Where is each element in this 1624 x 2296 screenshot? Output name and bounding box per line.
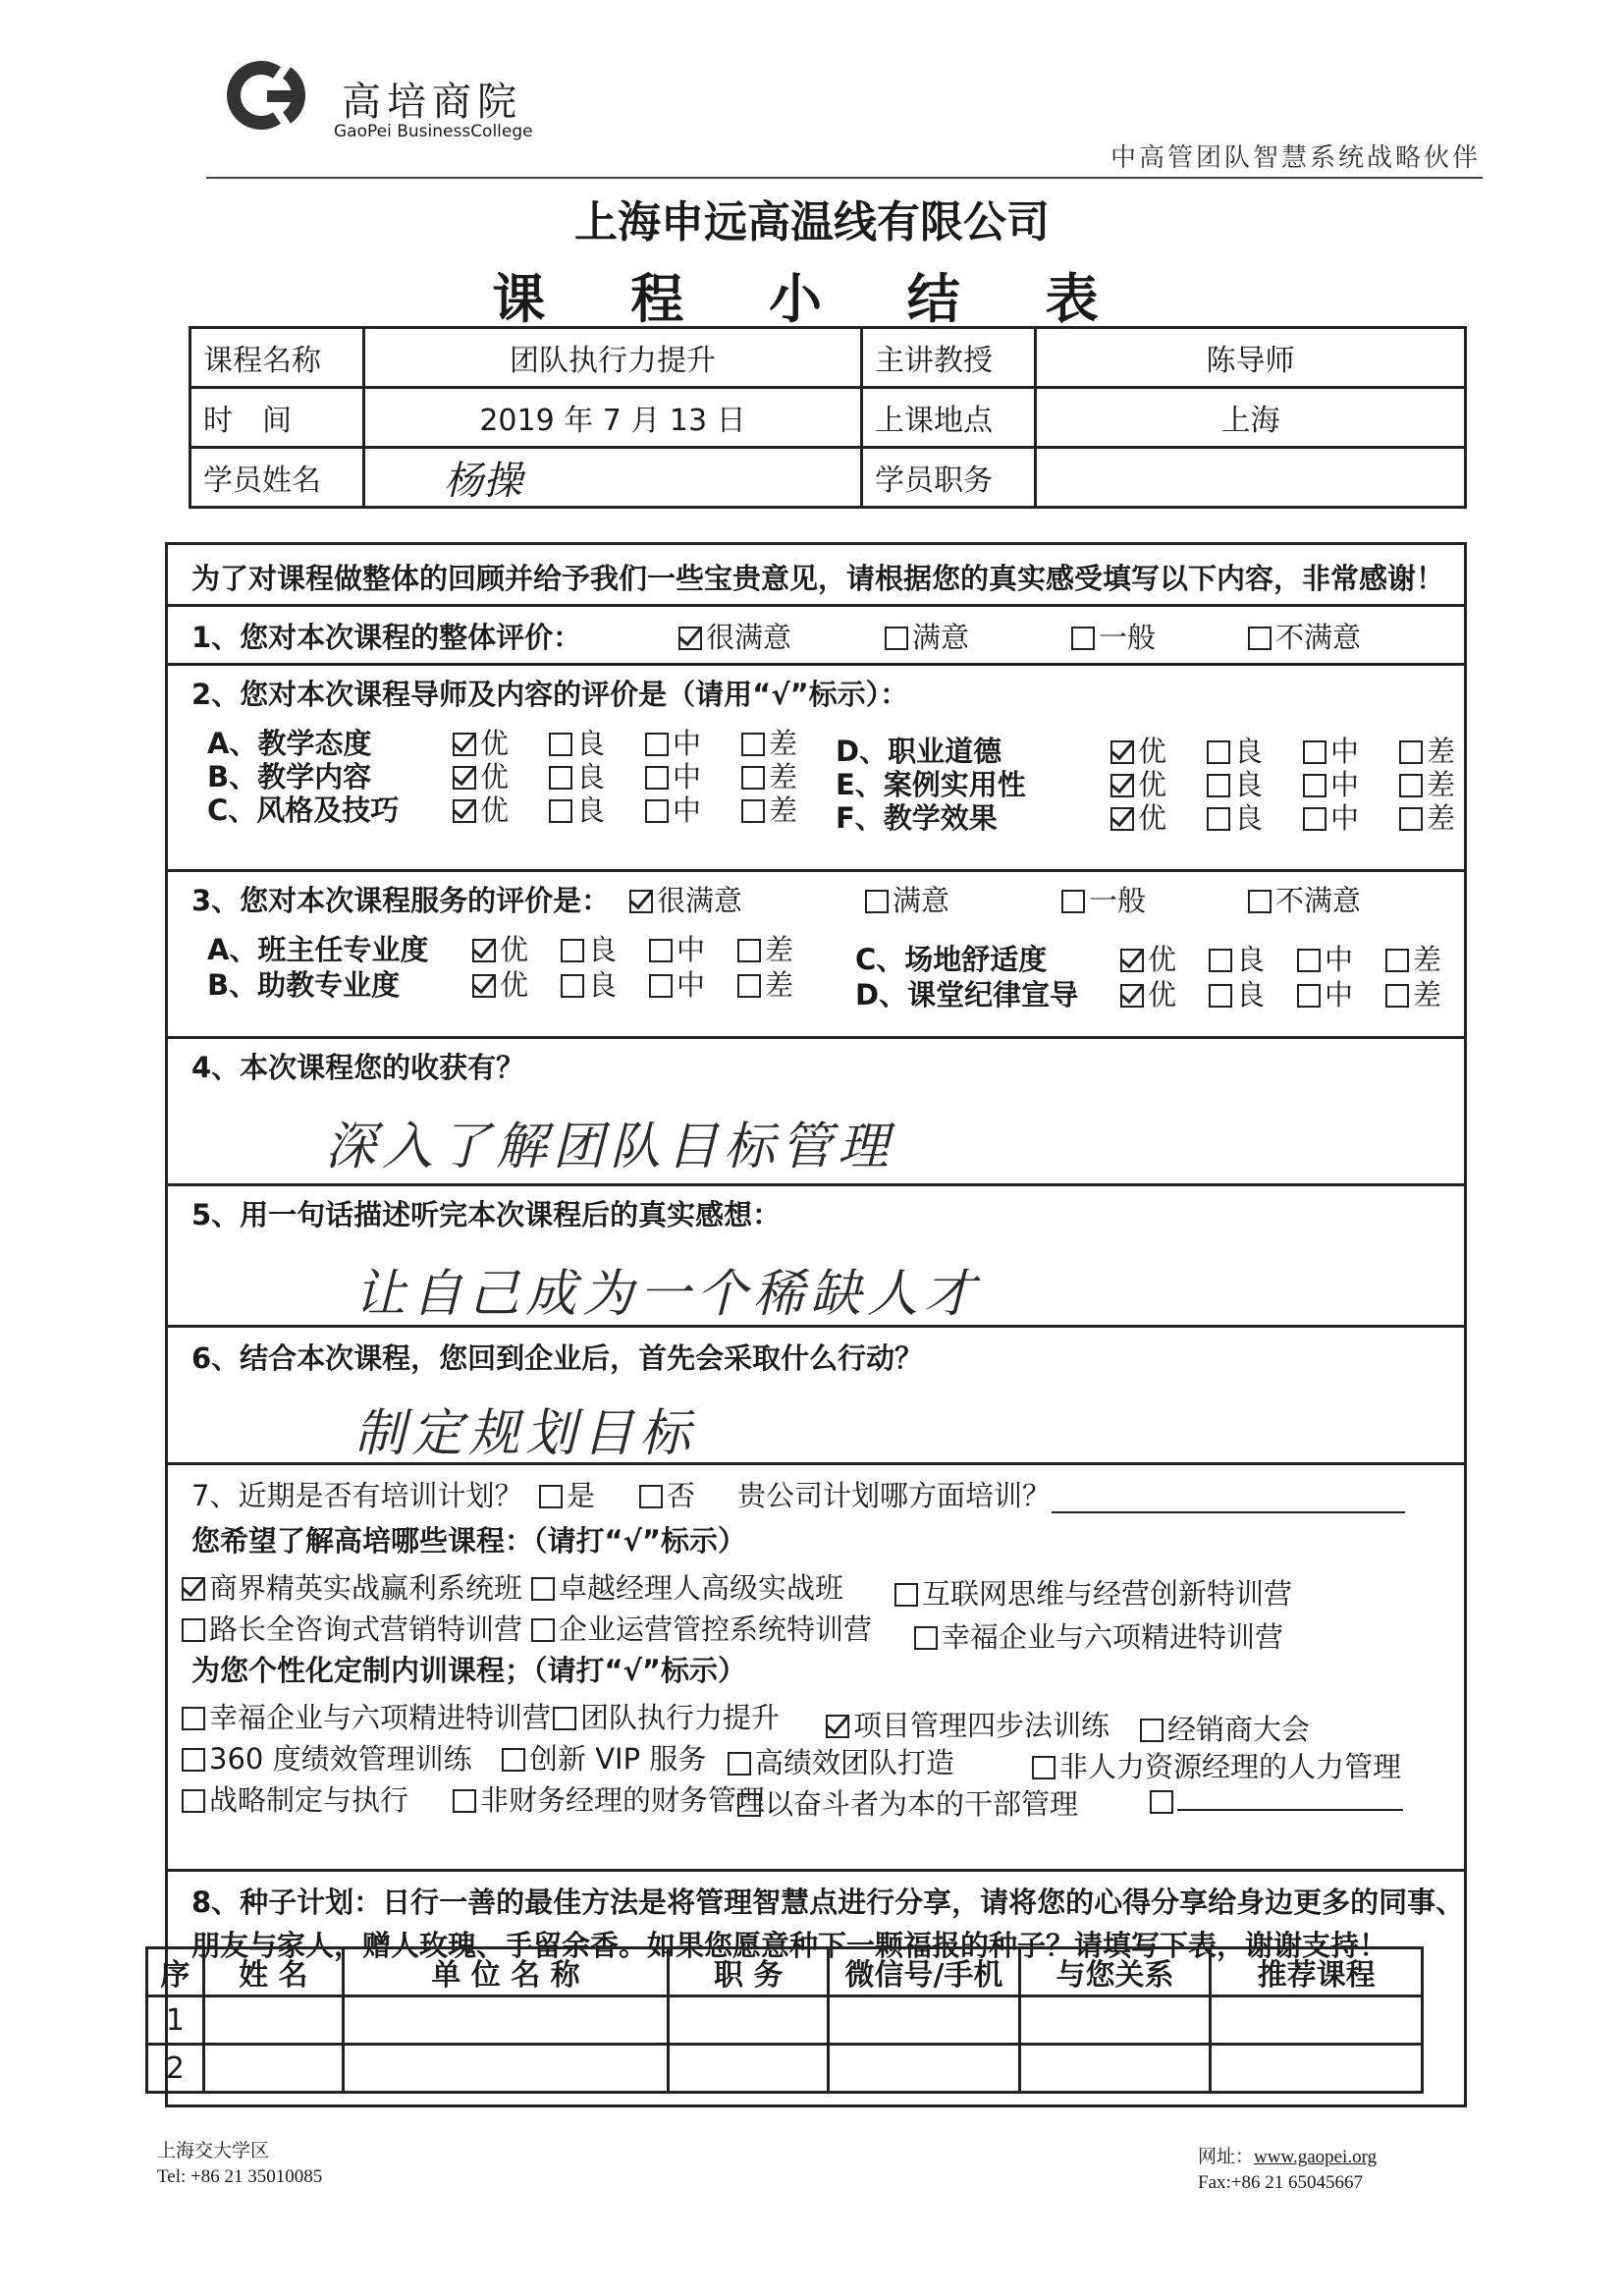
q3-grade-option[interactable]: 良 [561, 928, 617, 968]
q3-grade-option[interactable]: 中 [1297, 973, 1353, 1013]
checkbox-icon[interactable] [1248, 890, 1272, 913]
row-number: 2 [147, 2045, 204, 2093]
q7-want-course-option[interactable]: 商界精英实战赢利系统班 [182, 1566, 522, 1607]
company-name: 上海申远高温线有限公司 [574, 197, 1050, 247]
checkbox-checked-icon[interactable] [453, 733, 476, 756]
q6-label: 6、结合本次课程，您回到企业后，首先会采取什么行动？ [191, 1341, 924, 1375]
q2-grade-option[interactable]: 良 [1207, 796, 1263, 837]
checkbox-icon[interactable] [502, 1748, 525, 1772]
q2-grade-option[interactable]: 良 [1207, 730, 1263, 770]
checkbox-icon[interactable] [645, 766, 669, 790]
other-course-field[interactable] [1177, 1787, 1403, 1811]
q3-grade-option[interactable]: 良 [1209, 973, 1265, 1013]
q8-label-line2: 朋友与家人，赠人玫瑰、手留余香。如果您愿意种下一颗福报的种子？请填写下表，谢谢支持！ [191, 1929, 1388, 1962]
q1-option-average[interactable]: 一般 [1071, 616, 1156, 656]
checkbox-checked-icon[interactable] [182, 1577, 205, 1601]
q5-label: 5、用一句话描述听完本次课程后的真实感想： [191, 1198, 782, 1231]
table-cell[interactable] [203, 2045, 343, 2093]
table-cell[interactable] [829, 1996, 1020, 2045]
checkbox-icon[interactable] [741, 766, 765, 790]
q7-custom-course-option[interactable]: 团队执行力提升 [553, 1696, 780, 1736]
q2-item-label: B、教学内容 [207, 760, 372, 793]
teacher-label: 主讲教授 [862, 328, 1036, 388]
checkbox-icon[interactable] [1303, 774, 1326, 797]
position-value [1036, 448, 1466, 508]
q2-label: 2、您对本次课程导师及内容的评价是（请用“√”标示）： [191, 678, 909, 711]
q7-custom-course-option[interactable]: 幸福企业与六项精进特训营 [182, 1696, 551, 1736]
checkbox-checked-icon[interactable] [1110, 740, 1134, 764]
checkbox-icon[interactable] [865, 890, 889, 913]
q1-option-satisfied[interactable]: 满意 [885, 616, 969, 656]
q7-want-course-option[interactable]: 路长全咨询式营销特训营 [182, 1608, 522, 1648]
table-cell[interactable] [203, 1996, 343, 2045]
column-header: 姓 名 [203, 1948, 343, 1996]
q2-grade-option[interactable]: 良 [1207, 763, 1263, 803]
q2-grade-option[interactable]: 中 [645, 789, 701, 829]
table-cell[interactable] [1211, 2045, 1423, 2093]
slogan: 中高管团队智慧系统战略伙伴 [1110, 143, 1481, 173]
q3-grade-option[interactable]: 中 [1297, 938, 1353, 978]
checkbox-icon[interactable] [894, 1583, 918, 1607]
q3-grade-option[interactable]: 差 [737, 963, 793, 1004]
footer-tel: Tel: +86 21 35010085 [157, 2166, 323, 2187]
intro-text: 为了对课程做整体的回顾并给予我们一些宝贵意见，请根据您的真实感受填写以下内容，非常感谢！ [191, 562, 1445, 595]
checkbox-icon[interactable] [1248, 627, 1272, 650]
q2-grade-option[interactable]: 差 [741, 755, 797, 795]
q2-grade-option[interactable]: 中 [1303, 796, 1359, 837]
q7-custom-course-option[interactable]: 非人力资源经理的人力管理 [1032, 1745, 1401, 1785]
q7-want-course-option[interactable]: 卓越经理人高级实战班 [531, 1566, 843, 1607]
table-cell[interactable] [343, 2045, 668, 2093]
q3-item-label: A、班主任专业度 [207, 933, 429, 966]
checkbox-icon[interactable] [453, 1789, 476, 1813]
checkbox-icon[interactable] [737, 1793, 761, 1817]
checkbox-icon[interactable] [1150, 1790, 1173, 1814]
checkbox-icon[interactable] [531, 1577, 555, 1601]
teacher-value: 陈导师 [1036, 328, 1466, 388]
checkbox-checked-icon[interactable] [453, 766, 476, 790]
checkbox-icon[interactable] [1207, 774, 1230, 797]
q3-item-label: C、场地舒适度 [855, 943, 1048, 976]
q3-grade-option[interactable]: 优 [472, 963, 528, 1004]
checkbox-icon[interactable] [639, 1485, 663, 1508]
q2-grade-option[interactable]: 中 [645, 755, 701, 795]
checkbox-checked-icon[interactable] [629, 890, 653, 913]
checkbox-icon[interactable] [1385, 949, 1409, 972]
q3-grade-option[interactable]: 优 [1120, 973, 1176, 1013]
checkbox-icon[interactable] [1399, 740, 1423, 764]
place-value: 上海 [1036, 388, 1466, 448]
checkbox-checked-icon[interactable] [472, 974, 496, 998]
checkbox-checked-icon[interactable] [1120, 949, 1144, 972]
footer-address: 上海交大学区 Tel: +86 21 35010085 [157, 2139, 322, 2190]
checkbox-icon[interactable] [1399, 774, 1423, 797]
checkbox-icon[interactable] [728, 1752, 751, 1776]
q2-item-label: A、教学态度 [207, 727, 372, 760]
q3-item-label: D、课堂纪律宣导 [855, 978, 1079, 1011]
q3-option-very-satisfied[interactable]: 很满意 [629, 879, 742, 919]
q7-custom-other-option[interactable] [1150, 1784, 1403, 1818]
q7-which-field[interactable] [1052, 1511, 1405, 1513]
checkbox-icon[interactable] [549, 733, 572, 756]
q2-grade-option[interactable]: 良 [549, 789, 605, 829]
q2-item-label: C、风格及技巧 [207, 793, 400, 827]
table-cell[interactable] [669, 2045, 829, 2093]
q7-want-label: 您希望了解高培哪些课程：（请打“√”标示） [191, 1524, 746, 1558]
q7-custom-label: 为您个性化定制内训课程；（请打“√”标示） [191, 1654, 746, 1687]
course-value: 团队执行力提升 [364, 328, 862, 388]
q2-item-label: F、教学效果 [836, 801, 998, 835]
checkbox-checked-icon[interactable] [1110, 774, 1134, 797]
q7-custom-course-option[interactable]: 高绩效团队打造 [728, 1741, 954, 1781]
q7-option-yes[interactable]: 是 [539, 1474, 595, 1514]
q7-which-label: 贵公司计划哪方面培训？ [737, 1479, 1052, 1512]
q7-option-no[interactable]: 否 [639, 1474, 695, 1514]
checkbox-icon[interactable] [914, 1626, 938, 1650]
position-label: 学员职务 [862, 448, 1036, 508]
q3-grade-option[interactable]: 优 [472, 928, 528, 968]
checkbox-icon[interactable] [885, 627, 908, 650]
checkbox-checked-icon[interactable] [472, 939, 496, 962]
checkbox-icon[interactable] [1385, 984, 1409, 1008]
brand-name-en: GaoPei BusinessCollege [334, 122, 533, 141]
checkbox-icon[interactable] [182, 1618, 205, 1642]
referral-table-header [147, 1948, 1423, 1996]
referral-table [145, 1946, 1424, 2094]
checkbox-icon[interactable] [737, 939, 761, 962]
table-row [147, 1996, 1423, 2045]
q2-grade-option[interactable]: 优 [1110, 730, 1166, 770]
q2-grade-option[interactable]: 差 [1399, 763, 1455, 803]
q2-item-label: D、职业道德 [836, 735, 1002, 768]
checkbox-icon[interactable] [1303, 807, 1326, 831]
q7-custom-course-option[interactable]: 经销商大会 [1140, 1708, 1310, 1748]
row-number: 1 [147, 1996, 204, 2045]
checkbox-icon[interactable] [1209, 984, 1232, 1008]
checkbox-icon[interactable] [1209, 949, 1232, 972]
q2-grade-option[interactable]: 良 [549, 722, 605, 762]
column-header: 与您关系 [1019, 1948, 1211, 1996]
checkbox-icon[interactable] [1207, 807, 1230, 831]
q3-grade-option[interactable]: 差 [1385, 938, 1441, 978]
column-header: 微信号/手机 [829, 1948, 1020, 1996]
checkbox-icon[interactable] [649, 974, 673, 998]
checkbox-icon[interactable] [531, 1618, 555, 1642]
checkbox-icon[interactable] [561, 939, 584, 962]
q7-custom-course-option[interactable]: 项目管理四步法训练 [826, 1704, 1110, 1744]
course-info-table [189, 326, 1467, 509]
q2-grade-option[interactable]: 优 [1110, 763, 1166, 803]
q1-label: 1、您对本次课程的整体评价： [191, 621, 582, 654]
checkbox-icon[interactable] [1297, 949, 1321, 972]
checkbox-icon[interactable] [561, 974, 584, 998]
q7-custom-course-option[interactable]: 以奋斗者为本的干部管理 [737, 1782, 1078, 1823]
table-cell[interactable] [1211, 1996, 1423, 2045]
table-row [147, 2045, 1423, 2093]
q1-option-unsatisfied[interactable]: 不满意 [1248, 616, 1361, 656]
checkbox-icon[interactable] [1399, 807, 1423, 831]
q7-want-course-option[interactable]: 企业运营管控系统特训营 [531, 1608, 872, 1648]
brand-name-cn: 高培商院 [342, 80, 522, 125]
footer-fax: Fax:+86 21 65045667 [1198, 2172, 1363, 2193]
student-signature: 杨操 [364, 448, 862, 508]
checkbox-icon[interactable] [553, 1707, 576, 1730]
checkbox-icon[interactable] [1071, 627, 1095, 650]
checkbox-icon[interactable] [741, 799, 765, 823]
q3-grade-option[interactable]: 优 [1120, 938, 1176, 978]
checkbox-icon[interactable] [539, 1485, 563, 1508]
table-cell[interactable] [829, 2045, 1020, 2093]
q2-grade-option[interactable]: 差 [741, 722, 797, 762]
q2-grade-option[interactable]: 良 [549, 755, 605, 795]
table-cell[interactable] [343, 1996, 668, 2045]
checkbox-icon[interactable] [737, 974, 761, 998]
gaopei-logo [216, 61, 324, 130]
q3-grade-option[interactable]: 良 [1209, 938, 1265, 978]
checkbox-checked-icon[interactable] [453, 799, 476, 823]
checkbox-checked-icon[interactable] [1120, 984, 1144, 1008]
q7-custom-course-option[interactable]: 战略制定与执行 [182, 1778, 408, 1819]
q5-handwritten-answer: 让自己成为一个稀缺人才 [354, 1265, 982, 1324]
q3-grade-option[interactable]: 差 [737, 928, 793, 968]
checkbox-icon[interactable] [741, 733, 765, 756]
checkbox-icon[interactable] [1140, 1719, 1164, 1742]
q2-grade-option[interactable]: 差 [1399, 730, 1455, 770]
checkbox-icon[interactable] [1297, 984, 1321, 1008]
q2-grade-option[interactable]: 优 [453, 789, 509, 829]
checkbox-icon[interactable] [1303, 740, 1326, 764]
column-header: 序 [147, 1948, 204, 1996]
q3-option-unsatisfied[interactable]: 不满意 [1248, 879, 1361, 919]
footer-contact: 网址：www.gaopei.org Fax:+86 21 65045667 [1198, 2145, 1377, 2196]
checkbox-icon[interactable] [1207, 740, 1230, 764]
column-header: 单 位 名 称 [343, 1948, 668, 1996]
q2-grade-option[interactable]: 差 [741, 789, 797, 829]
checkbox-checked-icon[interactable] [826, 1715, 849, 1738]
q3-grade-option[interactable]: 中 [649, 963, 705, 1004]
q2-grade-option[interactable]: 优 [453, 722, 509, 762]
q3-grade-option[interactable]: 差 [1385, 973, 1441, 1013]
checkbox-icon[interactable] [549, 766, 572, 790]
place-label: 上课地点 [862, 388, 1036, 448]
time-value: 2019 年 7 月 13 日 [364, 388, 862, 448]
website-link[interactable]: www.gaopei.org [1254, 2147, 1378, 2167]
q3-item-label: B、助教专业度 [207, 968, 401, 1002]
q1-option-very-satisfied[interactable]: 很满意 [678, 616, 791, 656]
q4-handwritten-answer: 深入了解团队目标管理 [325, 1118, 895, 1176]
checkbox-icon[interactable] [1032, 1756, 1056, 1779]
checkbox-icon[interactable] [645, 733, 669, 756]
column-header: 职 务 [669, 1948, 829, 1996]
q3-label: 3、您对本次课程服务的评价是： [191, 884, 611, 917]
q8-label-line1: 8、种子计划：日行一善的最佳方法是将管理智慧点进行分享，请将您的心得分享给身边更多的同事、 [191, 1886, 1465, 1919]
student-label: 学员姓名 [190, 448, 364, 508]
q7-label: 7、近期是否有培训计划？ [191, 1479, 523, 1512]
q6-handwritten-answer: 制定规划目标 [354, 1404, 697, 1463]
q4-label: 4、本次课程您的收获有？ [191, 1051, 525, 1084]
checkbox-icon[interactable] [182, 1789, 205, 1813]
q2-grade-option[interactable]: 优 [453, 755, 509, 795]
q2-item-label: E、案例实用性 [836, 768, 1026, 801]
q7-want-course-option[interactable]: 幸福企业与六项精进特训营 [914, 1615, 1283, 1656]
q3-option-average[interactable]: 一般 [1061, 879, 1146, 919]
checkbox-icon[interactable] [549, 799, 572, 823]
feedback-form [165, 542, 1467, 2107]
checkbox-icon[interactable] [182, 1748, 205, 1772]
q7-custom-course-option[interactable]: 创新 VIP 服务 [502, 1737, 706, 1777]
checkbox-checked-icon[interactable] [678, 627, 702, 650]
header-rule [206, 177, 1483, 179]
q3-option-satisfied[interactable]: 满意 [865, 879, 949, 919]
checkbox-icon[interactable] [182, 1707, 205, 1730]
checkbox-icon[interactable] [649, 939, 673, 962]
q2-grade-option[interactable]: 中 [1303, 730, 1359, 770]
q7-custom-course-option[interactable]: 360 度绩效管理训练 [182, 1737, 472, 1777]
checkbox-checked-icon[interactable] [1110, 807, 1134, 831]
checkbox-icon[interactable] [645, 799, 669, 823]
q3-grade-option[interactable]: 中 [649, 928, 705, 968]
table-cell[interactable] [1019, 2045, 1211, 2093]
checkbox-icon[interactable] [1061, 890, 1085, 913]
q7-want-course-option[interactable]: 互联网思维与经营创新特训营 [894, 1572, 1292, 1613]
q2-grade-option[interactable]: 中 [1303, 763, 1359, 803]
time-label: 时 间 [190, 388, 364, 448]
q2-grade-option[interactable]: 中 [645, 722, 701, 762]
column-header: 推荐课程 [1211, 1948, 1423, 1996]
table-cell[interactable] [1019, 1996, 1211, 2045]
course-label: 课程名称 [190, 328, 364, 388]
document-title: 课 程 小 结 表 [492, 268, 1132, 330]
q7-custom-course-option[interactable]: 非财务经理的财务管理 [453, 1778, 765, 1819]
q2-grade-option[interactable]: 优 [1110, 796, 1166, 837]
table-cell[interactable] [669, 1996, 829, 2045]
q3-grade-option[interactable]: 良 [561, 963, 617, 1004]
q2-grade-option[interactable]: 差 [1399, 796, 1455, 837]
